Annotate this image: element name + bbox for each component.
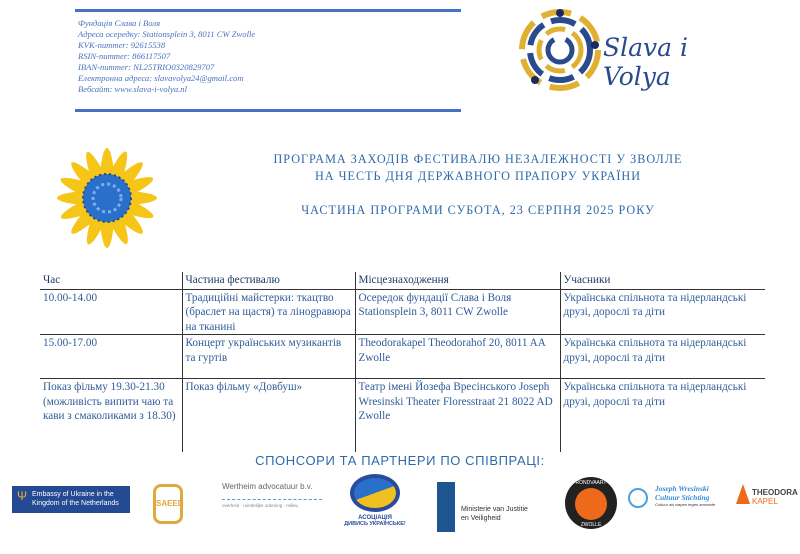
table-header-row [40, 272, 765, 289]
slava-i-volya-logo [515, 5, 740, 100]
org-rsin: RSIN-nummer: 866117507 [78, 51, 171, 61]
table-row [40, 289, 765, 335]
top-rule [75, 9, 461, 12]
theodora-kapel-logo: THEODORA KAPEL [736, 484, 800, 506]
cell-time: Показ фільму 19.30-21.30 (можливість випити чаю та кави з смаколиками з 18.30) [43, 381, 176, 422]
cell-location: Осередок фундації Слава і Воля Stationsplein 3, 8011 CW Zwolle [355, 289, 560, 335]
org-address: Адреса осередку: Stationsplein 3, 8011 CW Zwolle [78, 29, 256, 39]
org-kvk: KVK-nummer: 92615538 [78, 40, 166, 50]
program-subtitle: ЧАСТИНА ПРОГРАМИ СУБОТА, 23 СЕРПНЯ 2025 РОКУ [301, 203, 655, 217]
rondvaart-logo: RONDVAART ZWOLLE [565, 477, 617, 529]
asociacia-logo: АСОЦІАЦІЯ ДИВИСЬ УКРАЇНСЬКЕ! [340, 474, 410, 527]
table-row [40, 335, 765, 379]
sunflower-icon [52, 146, 162, 251]
cell-location: Театр імені Йозефа Вресінського Joseph Wresinski Theater Floresstraat 21 8022 AD Zwolle [355, 379, 560, 452]
cell-location: Theodorakapel Theodorahof 20, 8011 AA Zwolle [355, 335, 560, 379]
header-time: Час [40, 272, 182, 289]
cell-participants: Українська спільнота та нідерландські друзі, дорослі та діти [560, 335, 765, 379]
embassy-logo: Ψ Embassy of Ukraine in the Kingdom of the Netherlands [12, 486, 130, 513]
cell-part: Традиційні майстерки: ткацтво (браслет на щастя) та лінogравюра на тканині [182, 289, 355, 335]
cell-participants: Українська спільнота та нідерландські друзі, дорослі та діти [560, 289, 765, 335]
header-participants: Учасники [560, 272, 765, 289]
org-iban: IBAN-nummer: NL25TRIO0320829707 [78, 62, 215, 72]
joseph-wresinski-logo: Joseph Wresinski Cultuur Stichting Cultuur als wapen tegen armoede [628, 484, 728, 507]
logo-text: Slava i Volya [603, 33, 688, 91]
wertheim-logo: Wertheim advocatuur b.v. overheid · ruimtelijke ordening · milieu [222, 482, 322, 508]
bottom-rule [75, 109, 461, 112]
saeed-logo: SAEED [153, 484, 183, 524]
cell-part: Показ фільму «Довбуш» [182, 379, 355, 452]
org-email[interactable]: Електронна адреса: slavavolya24@gmail.com [78, 73, 244, 83]
program-table [40, 272, 765, 452]
spiral-icon [515, 5, 605, 100]
org-website[interactable]: Вебсайт: www.slava-i-volya.nl [78, 84, 187, 94]
cell-part: Концерт українських музикантів та гуртів [182, 335, 355, 379]
trident-icon: Ψ [17, 489, 28, 503]
program-title-line1: ПРОГРАМА ЗАХОДІВ ФЕСТИВАЛЮ НЕЗАЛЕЖНОСТІ У ЗВОЛЛЕ [273, 152, 683, 166]
wresinski-icon [628, 488, 648, 508]
ministerie-logo: Ministerie van Justitie en Veiligheid [437, 482, 557, 532]
cell-time: 15.00-17.00 [40, 335, 182, 379]
eye-icon [350, 474, 400, 512]
header-location: Місцезнаходження [355, 272, 560, 289]
cell-time: 10.00-14.00 [40, 289, 182, 335]
org-info [78, 18, 255, 95]
org-name: Фундація Слава і Воля [78, 18, 161, 28]
sponsors-title: СПОНСОРИ ТА ПАРТНЕРИ ПО СПІВПРАЦІ: [255, 453, 545, 468]
program-title-line2: НА ЧЕСТЬ ДНЯ ДЕРЖАВНОГО ПРАПОРУ УКРАЇНИ [314, 169, 642, 183]
header-part: Частина фестивалю [182, 272, 355, 289]
cell-participants: Українська спільнота та нідерландські друзі, дорослі та діти [560, 379, 765, 452]
crest-icon [437, 482, 455, 532]
kapel-icon [736, 484, 750, 504]
table-row [40, 379, 765, 452]
